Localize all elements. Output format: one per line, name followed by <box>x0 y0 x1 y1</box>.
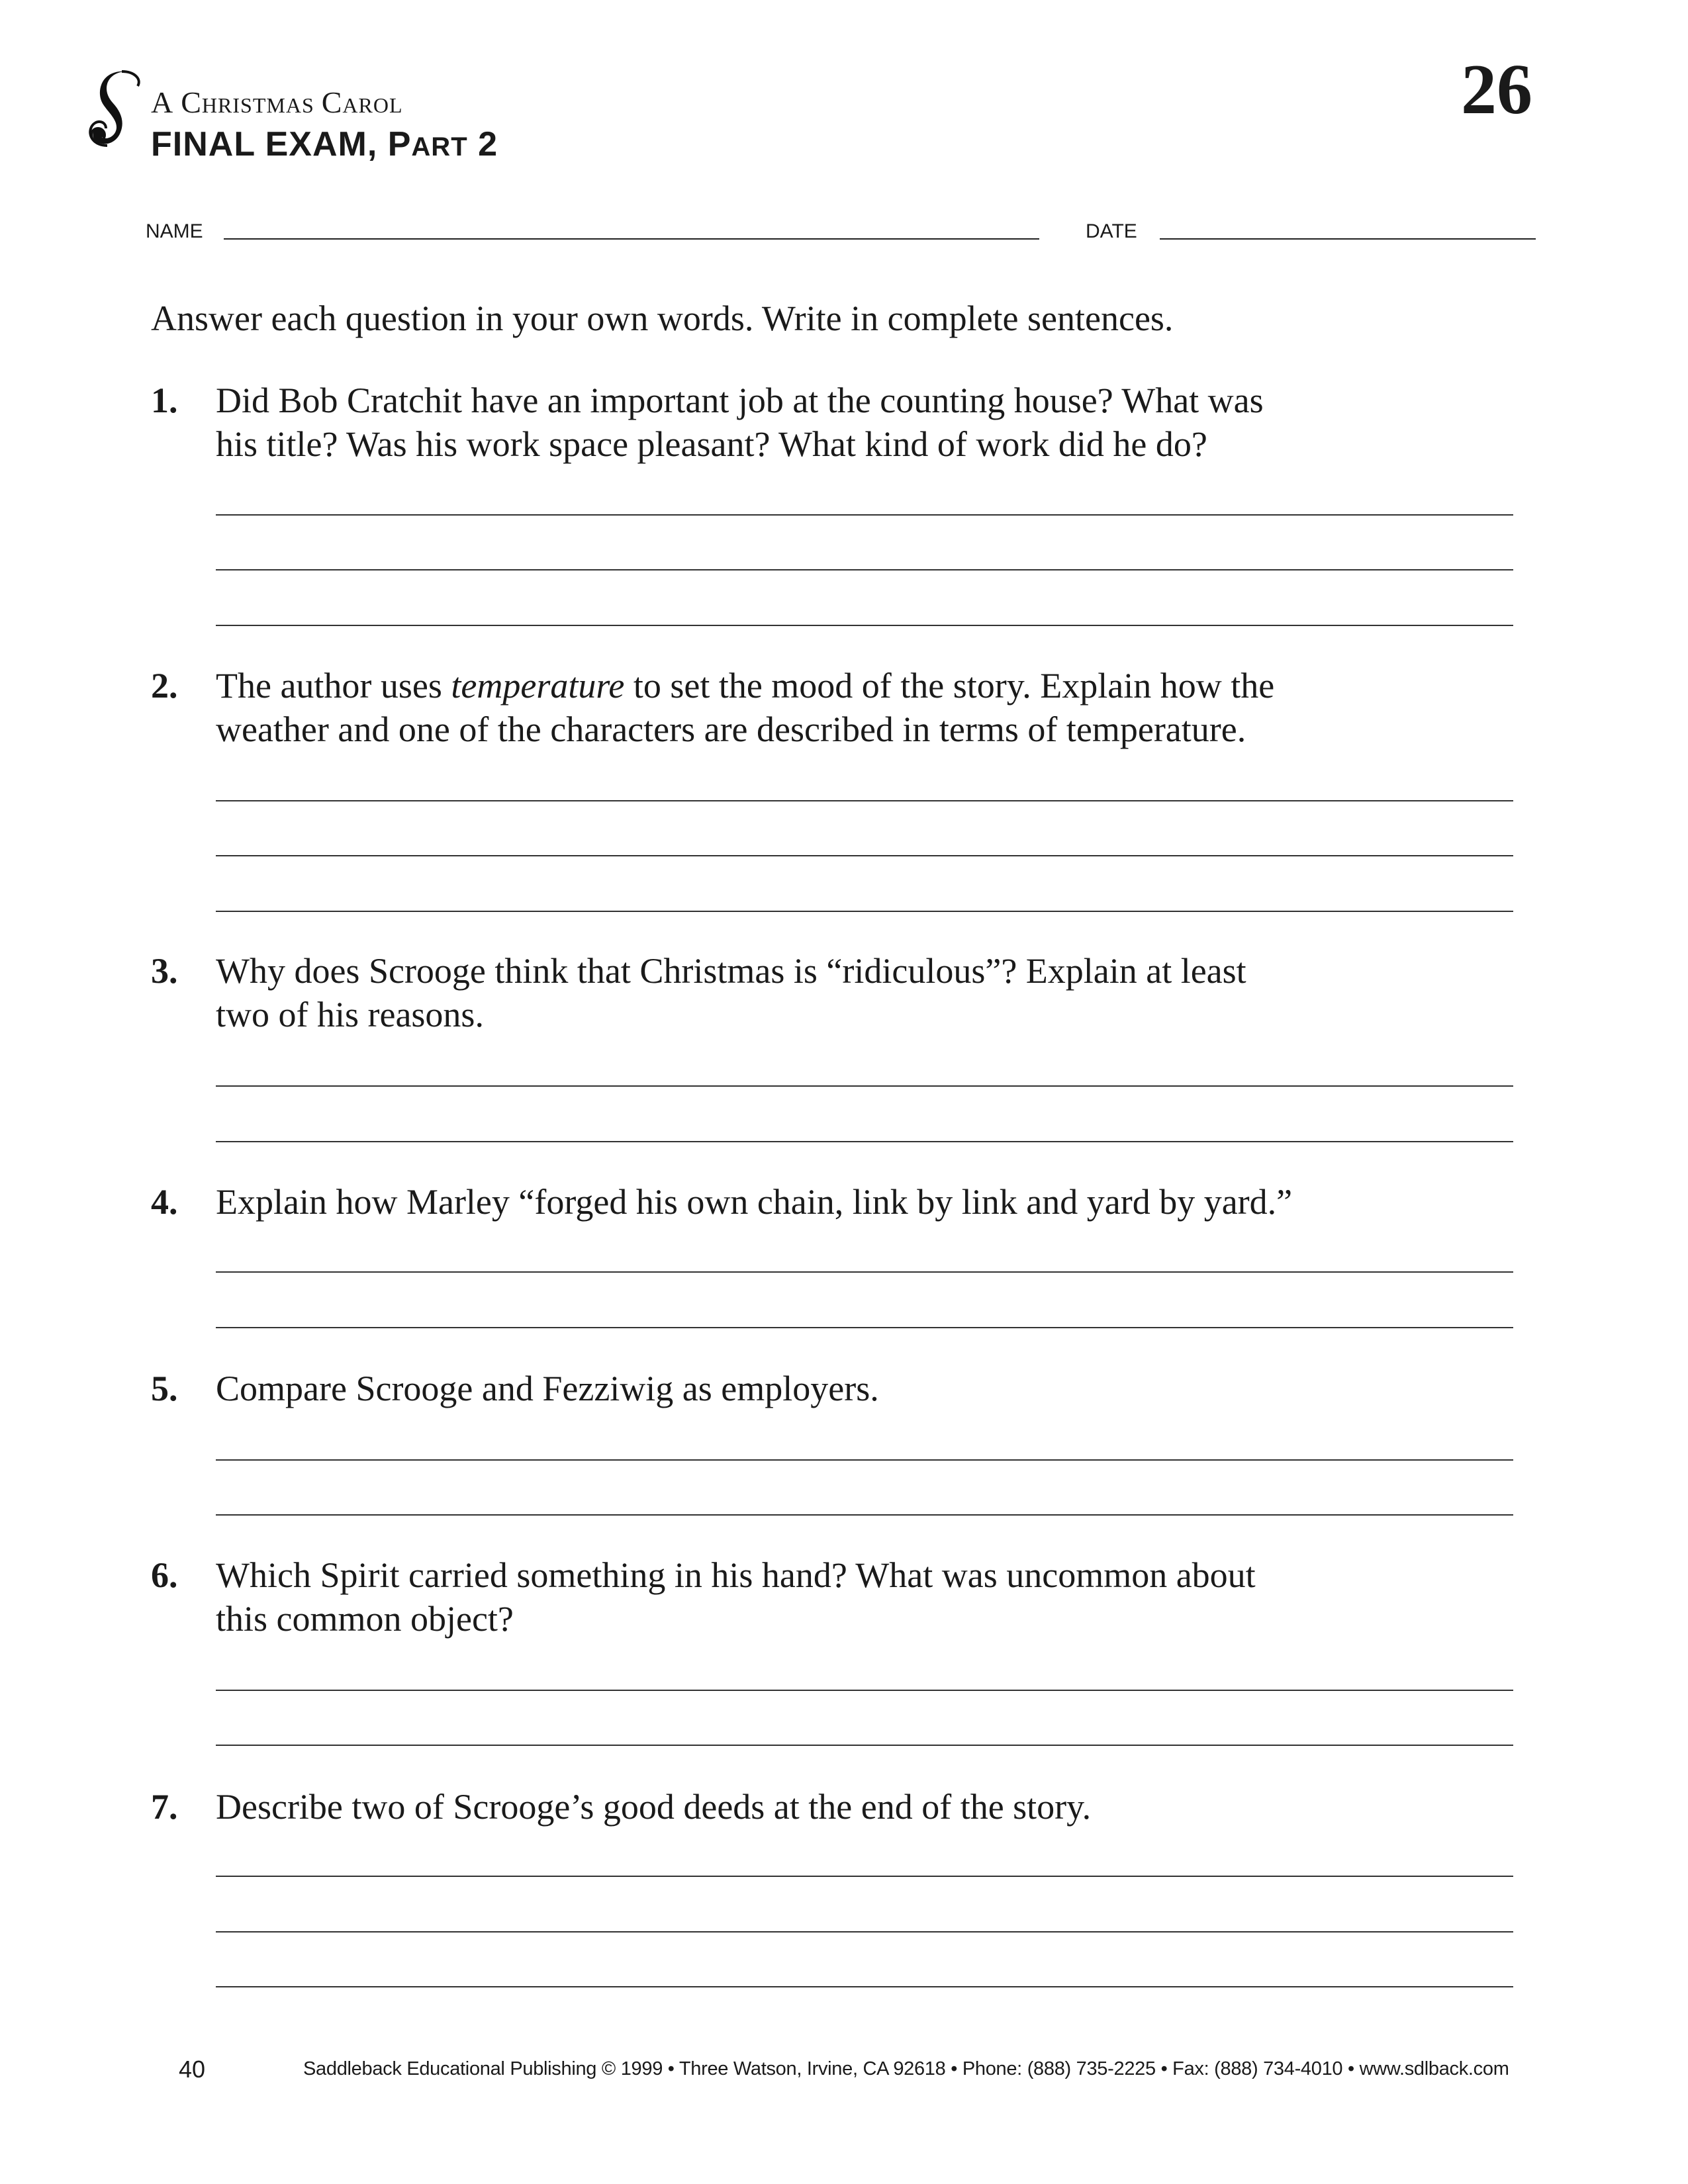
answer-line[interactable] <box>216 569 1513 570</box>
question-text: The author uses temperature to set the mood of the story. Explain how the weather and one of the characters are described in terms of temperature. <box>216 666 1275 749</box>
instructions: Answer each question in your own words. Write in complete sentences. <box>151 298 1174 338</box>
question-text: Why does Scrooge think that Christmas is “ridiculous”? Explain at least two of his reasons. <box>216 951 1246 1034</box>
name-label: NAME <box>146 220 203 242</box>
footer-page-number: 40 <box>179 2056 206 2083</box>
question-text: Describe two of Scrooge’s good deeds at the end of the story. <box>216 1787 1092 1827</box>
answer-line[interactable] <box>216 800 1513 801</box>
worksheet-title: FINAL EXAM, PART 2 <box>151 125 498 163</box>
question-number: 4. <box>151 1182 178 1222</box>
answer-line[interactable] <box>216 1690 1513 1691</box>
question-number: 2. <box>151 666 178 705</box>
question-text: Did Bob Cratchit have an important job at the counting house? What was his title? Was his work space pleasant? What kind of work did he do? <box>216 381 1264 464</box>
footer-publisher-info: Saddleback Educational Publishing © 1999 • Three Watson, Irvine, CA 92618 • Phone: (888) 735-2225 • Fax: (888) 734-4010 • www.sdlback.com <box>303 2058 1509 2079</box>
question-number: 5. <box>151 1369 178 1408</box>
answer-line[interactable] <box>216 911 1513 912</box>
answer-line[interactable] <box>216 1514 1513 1516</box>
name-field[interactable] <box>224 238 1039 240</box>
answer-line[interactable] <box>216 1327 1513 1328</box>
question-text: Explain how Marley “forged his own chain, link by link and yard by yard.” <box>216 1182 1293 1222</box>
answer-line[interactable] <box>216 1271 1513 1273</box>
publisher-logo-icon <box>81 66 154 159</box>
answer-line[interactable] <box>216 514 1513 516</box>
answer-line[interactable] <box>216 1459 1513 1461</box>
question-number: 1. <box>151 381 178 420</box>
question-number: 6. <box>151 1555 178 1595</box>
question-text: Which Spirit carried something in his hand? What was uncommon about this common object? <box>216 1555 1256 1639</box>
question-number: 7. <box>151 1787 178 1827</box>
answer-line[interactable] <box>216 1085 1513 1087</box>
answer-line[interactable] <box>216 625 1513 626</box>
answer-line[interactable] <box>216 1876 1513 1877</box>
question-text: Compare Scrooge and Fezziwig as employers. <box>216 1369 879 1408</box>
answer-line[interactable] <box>216 1986 1513 1987</box>
question-number: 3. <box>151 951 178 991</box>
worksheet-number: 26 <box>1461 50 1532 129</box>
answer-line[interactable] <box>216 1931 1513 1933</box>
date-field[interactable] <box>1160 238 1536 240</box>
answer-line[interactable] <box>216 855 1513 856</box>
series-title: A CHRISTMAS CAROL <box>151 85 403 119</box>
answer-line[interactable] <box>216 1141 1513 1142</box>
answer-line[interactable] <box>216 1745 1513 1746</box>
date-label: DATE <box>1086 220 1137 242</box>
